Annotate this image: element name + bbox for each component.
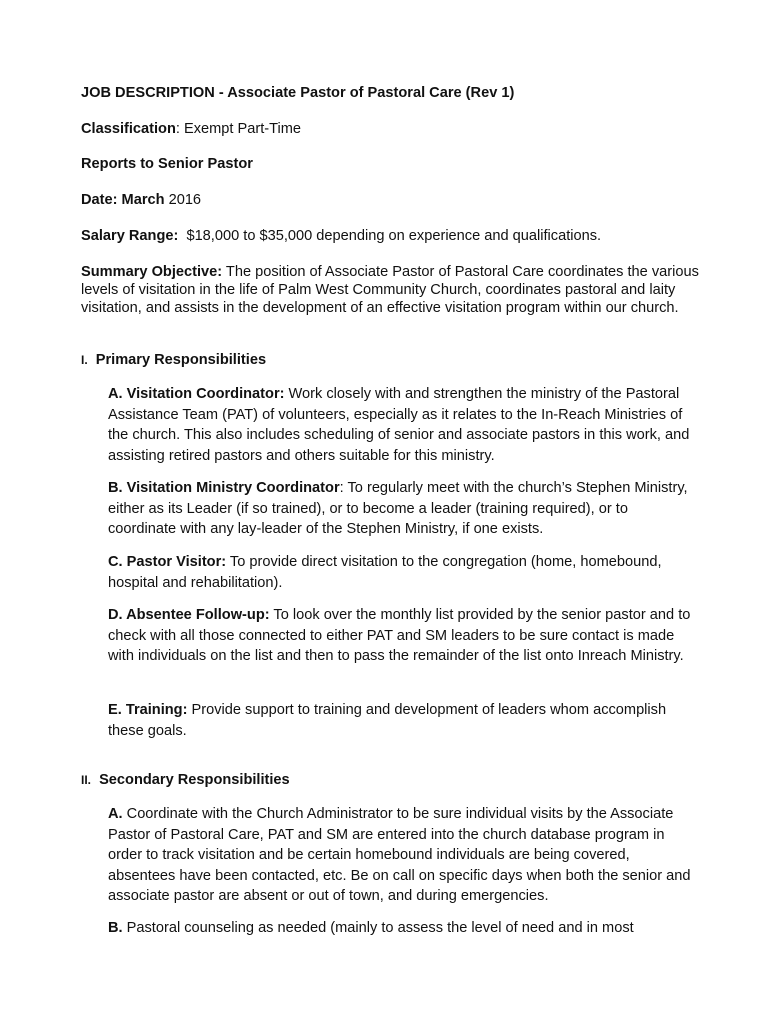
summary-text: The position of Associate Pastor of Pastoral Care coordinates the various levels of visitation in the life of Palm West Community Church, coordinates pastoral and laity visitation, and assists in the development of an effective visitation program within our church. [81,264,699,316]
primary-heading [81,352,266,368]
item-text: Provide support to training and development of leaders whom accomplish these goals. [108,702,667,739]
secondary-heading-text: Secondary Responsibilities [99,772,290,788]
primary-numeral: I. [81,353,88,367]
item-text: To provide direct visitation to the congregation (home, homebound, hospital and rehabilitation). [108,554,662,591]
salary-label: Salary Range: [81,228,179,244]
date-label: Date: March [81,192,165,208]
secondary-numeral: II. [81,773,92,787]
date-value: 2016 [164,192,202,208]
date-line [81,191,201,209]
summary-label: Summary Objective: [81,264,223,280]
item-label: E. Training: [108,702,188,718]
primary-item-b [108,478,698,540]
salary-line [81,227,601,245]
reports-to: Reports to Senior Pastor [81,156,253,172]
item-text: Work closely with and strengthen the ministry of the Pastoral Assistance Team (PAT) of volunteers, especially as it relates to the In-Reach Ministries of the church. This also includes scheduling of senior and associate pastors in this work, and assisting retired pastors and others suitable for this ministry. [108,386,690,464]
item-label: B. Visitation Ministry Coordinator [108,480,340,496]
item-label: D. Absentee Follow-up: [108,607,270,623]
document-title: JOB DESCRIPTION - Associate Pastor of Pastoral Care (Rev 1) [81,85,515,101]
classification-sep: : [175,121,180,137]
classification-line [81,120,301,138]
primary-heading-text: Primary Responsibilities [95,352,267,368]
item-text: : To regularly meet with the church’s Stephen Ministry, either as its Leader (if so trained), or to become a leader (training required), or to coordinate with any lay-leader of the Stephen Ministry, if one exists. [108,480,688,537]
salary-value: $18,000 to $35,000 depending on experience and qualifications. [178,228,602,244]
item-text: Coordinate with the Church Administrator to be sure individual visits by the Associate Pastor of Pastoral Care, PAT and SM are entered into the church database program in order to track visitation and be certain homebound individuals are being covered, absentees have been contacted, etc. Be on call on specific days when both the senior and associate pastor are absent or out of town, and during emergencies. [108,806,691,904]
primary-item-a [108,384,698,466]
item-text: Pastoral counseling as needed (mainly to assess the level of need and in most [122,920,634,936]
primary-item-c [108,552,698,593]
item-label: A. Visitation Coordinator: [108,386,285,402]
secondary-item-a [108,804,698,907]
secondary-item-b [108,918,698,939]
item-label: C. Pastor Visitor: [108,554,227,570]
item-label: B. [108,920,123,936]
classification-value: Exempt Part-Time [179,121,302,137]
primary-item-e [108,700,698,741]
primary-item-d [108,605,698,667]
summary-objective [81,263,701,317]
classification-label: Classification [81,121,176,137]
secondary-heading [81,772,290,788]
item-label: A. [108,806,123,822]
item-text: To look over the monthly list provided by the senior pastor and to check with all those connected to either PAT and SM leaders to be sure contact is made with individuals on the list and then to pass the remainder of the list onto Inreach Ministry. [108,607,691,664]
